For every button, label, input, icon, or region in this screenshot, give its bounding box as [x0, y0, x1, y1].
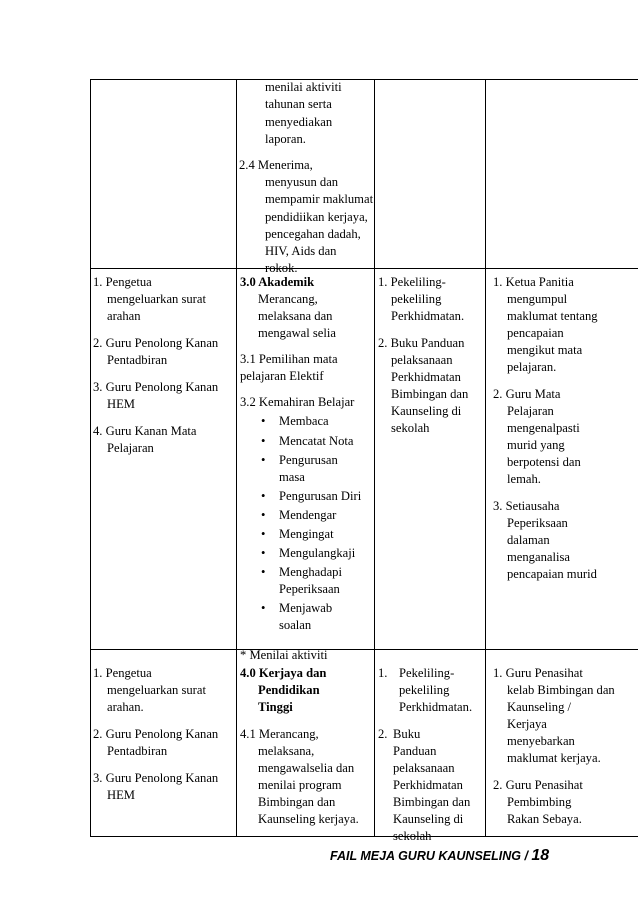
text-line: Pentadbiran	[107, 353, 168, 367]
duty-table	[90, 79, 638, 843]
text-line: Perkhidmatan.	[399, 700, 473, 714]
text-line: sekolah	[391, 421, 430, 435]
text-line: Perkhidmatan	[391, 370, 461, 384]
text-line: laporan.	[265, 132, 306, 146]
text-line: 2.4 Menerima,	[239, 158, 313, 172]
text-line: menyebarkan	[507, 734, 575, 748]
bullet-item: masa	[279, 470, 305, 484]
cell-r3-c4	[486, 650, 638, 837]
text-line: Bimbingan dan	[258, 795, 336, 809]
text-line: 3.1 Pemilihan mata	[240, 352, 338, 366]
section-heading: Tinggi	[258, 700, 293, 714]
text-line: pelaksanaan	[393, 761, 455, 775]
table-row	[91, 269, 638, 650]
text-line: 1. Pengetua	[93, 275, 152, 289]
text-line: Pentadbiran	[107, 744, 168, 758]
text-line: mengawalselia dan	[258, 761, 355, 775]
bullet-item: Pengurusan	[279, 453, 338, 467]
text-line: 3. Guru Penolong Kanan	[93, 771, 219, 785]
text-line: arahan.	[107, 700, 144, 714]
cell-r1-c3	[375, 80, 486, 269]
bullet-item: Mengingat	[279, 527, 334, 541]
text-line: 1. Pekeliling-	[378, 275, 446, 289]
text-line: Pelajaran	[507, 404, 554, 418]
page-number: 18	[531, 847, 550, 864]
text-line: murid yang	[507, 438, 565, 452]
cell-r3-c1	[91, 650, 237, 837]
table-row	[91, 80, 638, 269]
text-line: mengikut mata	[507, 343, 583, 357]
text-line: 4.1 Merancang,	[240, 727, 319, 741]
text-line: Kaunseling di	[391, 404, 462, 418]
bullet-icon: •	[261, 546, 266, 560]
table-row	[91, 650, 638, 837]
text-line: 3.2 Kemahiran Belajar	[240, 395, 355, 409]
bullet-icon: •	[261, 453, 266, 467]
cell-r3-c2	[237, 650, 375, 837]
text-line: menilai aktiviti	[265, 80, 342, 94]
text-line: mengumpul	[507, 292, 568, 306]
text-line: 2. Buku Panduan	[378, 336, 465, 350]
text-line: melaksana,	[258, 744, 315, 758]
text-line: menyusun dan	[265, 175, 339, 189]
cell-r1-c2	[237, 80, 375, 275]
text-line: 1. Pengetua	[93, 666, 152, 680]
bullet-item: Mencatat Nota	[279, 434, 354, 448]
text-line: Perkhidmatan	[393, 778, 463, 792]
text-line: mengawal selia	[258, 326, 336, 340]
bullet-item: Peperiksaan	[279, 582, 340, 596]
text-line: rokok.	[265, 261, 298, 275]
text-line: 2. Guru Penasihat	[493, 778, 583, 792]
text-line: tahunan serta	[265, 97, 332, 111]
bullet-icon: •	[261, 565, 266, 579]
text-line: HIV, Aids dan	[265, 244, 337, 258]
bullet-icon: •	[261, 489, 266, 503]
text-line: pekeliling	[391, 292, 442, 306]
text-line: Perkhidmatan.	[391, 309, 465, 323]
cell-r2-c3	[375, 269, 486, 650]
text-line: menilai program	[258, 778, 342, 792]
text-line: Bimbingan dan	[393, 795, 471, 809]
text-line: pelajaran.	[507, 360, 557, 374]
text-line: 1. Ketua Panitia	[493, 275, 574, 289]
cell-r1-c1	[91, 80, 237, 269]
cell-r2-c2	[237, 269, 375, 662]
text-line: mengeluarkan surat	[107, 683, 206, 697]
text-line: 4. Guru Kanan Mata	[93, 424, 197, 438]
cell-r3-c3	[375, 650, 486, 843]
text-line: maklumat tentang	[507, 309, 598, 323]
text-line: mengeluarkan surat	[107, 292, 206, 306]
text-line: arahan	[107, 309, 141, 323]
text-line: pencegahan dadah,	[265, 227, 361, 241]
page-footer	[330, 847, 549, 865]
text-line: Kaunseling /	[507, 700, 572, 714]
text-line: pencapaian	[507, 326, 564, 340]
text-line: 3. Guru Penolong Kanan	[93, 380, 219, 394]
text-line: 2. Guru Penolong Kanan	[93, 336, 219, 350]
cell-r2-c4	[486, 269, 638, 650]
text-line: dalaman	[507, 533, 550, 547]
text-line: pelaksanaan	[391, 353, 453, 367]
bullet-icon: •	[261, 508, 266, 522]
text-line: 2. Guru Mata	[493, 387, 561, 401]
text-line: mempamir maklumat	[265, 192, 374, 206]
text-line: Kerjaya	[507, 717, 547, 731]
text-line: Merancang,	[258, 292, 318, 306]
bullet-item: Mendengar	[279, 508, 337, 522]
text-line: maklumat kerjaya.	[507, 751, 601, 765]
note: * Menilai aktiviti	[240, 648, 328, 662]
text-line: pendidiikan kerjaya,	[265, 210, 368, 224]
text-line: melaksana dan	[258, 309, 333, 323]
bullet-item: Membaca	[279, 414, 329, 428]
text-line: Kaunseling di	[393, 812, 464, 826]
bullet-icon: •	[261, 601, 266, 615]
section-heading: 4.0 Kerjaya dan	[240, 666, 327, 680]
text-line: 3. Setiausaha	[493, 499, 560, 513]
text-line: 2.	[378, 727, 388, 741]
text-line: Panduan	[393, 744, 437, 758]
text-line: menyediakan	[265, 115, 333, 129]
section-heading: Pendidikan	[258, 683, 320, 697]
text-line: pelajaran Elektif	[240, 369, 324, 383]
section-heading: 3.0 Akademik	[240, 275, 315, 289]
text-line: Rakan Sebaya.	[507, 812, 582, 826]
bullet-item: Menghadapi	[279, 565, 342, 579]
bullet-icon: •	[261, 527, 266, 541]
text-line: HEM	[107, 788, 135, 802]
text-line: HEM	[107, 397, 135, 411]
bullet-icon: •	[261, 434, 266, 448]
text-line: sekolah	[393, 829, 432, 843]
text-line: mengenalpasti	[507, 421, 580, 435]
text-line: Pelajaran	[107, 441, 154, 455]
text-line: menganalisa	[507, 550, 570, 564]
text-line: pencapaian murid	[507, 567, 597, 581]
text-line: lemah.	[507, 472, 541, 486]
footer-text: FAIL MEJA GURU KAUNSELING /	[330, 849, 532, 863]
bullet-item: Mengulangkaji	[279, 546, 356, 560]
bullet-item: Pengurusan Diri	[279, 489, 362, 503]
text-line: 1. Guru Penasihat	[493, 666, 583, 680]
bullet-item: Menjawab	[279, 601, 333, 615]
text-line: berpotensi dan	[507, 455, 581, 469]
cell-r2-c1	[91, 269, 237, 650]
text-line: Pekeliling-	[399, 666, 455, 680]
text-line: Bimbingan dan	[391, 387, 469, 401]
text-line: kelab Bimbingan dan	[507, 683, 615, 697]
text-line: 1.	[378, 666, 388, 680]
text-line: 2. Guru Penolong Kanan	[93, 727, 219, 741]
text-line: Pembimbing	[507, 795, 572, 809]
bullet-icon: •	[261, 414, 266, 428]
text-line: Kaunseling kerjaya.	[258, 812, 359, 826]
text-line: Peperiksaan	[507, 516, 568, 530]
cell-r1-c4	[486, 80, 638, 269]
text-line: pekeliling	[399, 683, 450, 697]
text-line: Buku	[393, 727, 421, 741]
bullet-item: soalan	[279, 618, 312, 632]
